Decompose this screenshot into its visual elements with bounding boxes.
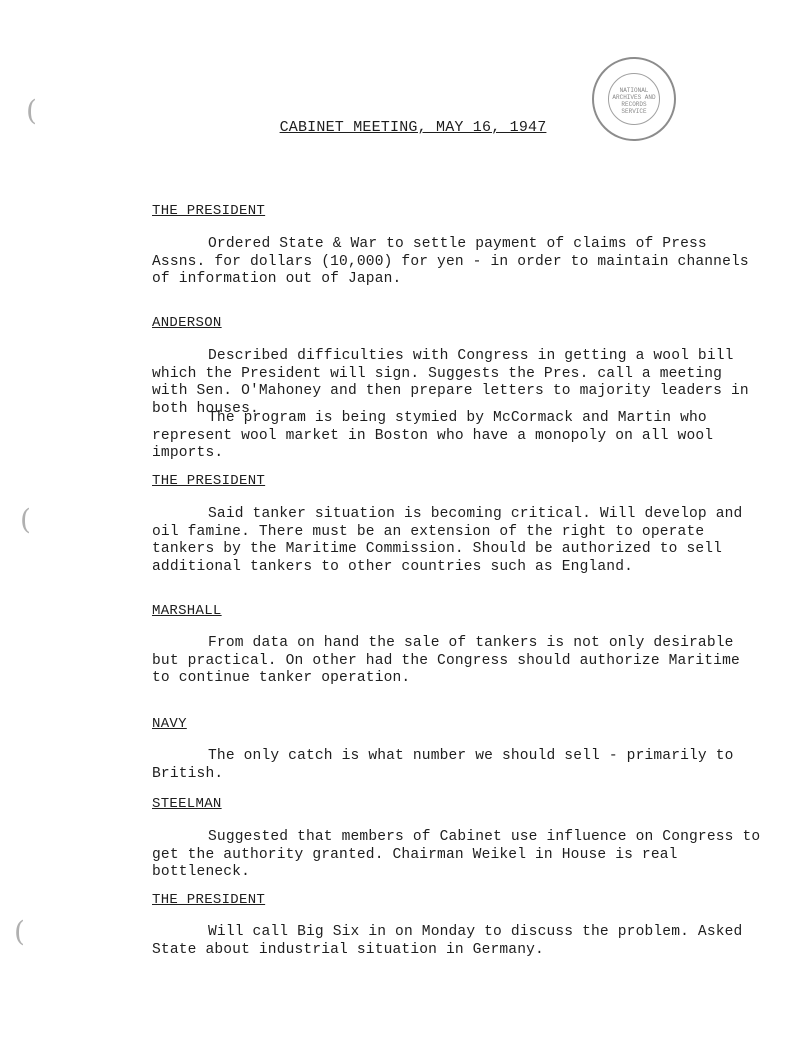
punch-hole-mark: (	[14, 915, 25, 948]
paragraph	[152, 348, 764, 418]
stamp-line: NATIONAL	[619, 87, 649, 94]
stamp-line: SERVICE	[621, 108, 647, 115]
punch-hole-mark: (	[20, 503, 31, 536]
stamp-line: RECORDS	[621, 101, 647, 108]
speaker-heading: THE PRESIDENT	[152, 473, 266, 489]
paragraph-text: The program is being stymied by McCormack and Martin who represent wool market in Boston who have a monopoly on all wool imports.	[152, 410, 723, 462]
speaker-heading: THE PRESIDENT	[152, 892, 266, 908]
archives-stamp-inner	[608, 73, 660, 125]
paragraph-text: Will call Big Six in on Monday to discuss the problem. Asked State about industrial situation in Germany.	[152, 924, 752, 958]
paragraph	[152, 635, 764, 688]
punch-hole-mark: (	[26, 94, 37, 127]
paragraph-text: Described difficulties with Congress in getting a wool bill which the President will sign. Suggests the Pres. call a meeting with Sen. O'Mahoney and then prepare letters to majority leaders in both houses.	[152, 348, 758, 417]
speaker-heading: ANDERSON	[152, 315, 222, 331]
speaker-heading: STEELMAN	[152, 796, 222, 812]
paragraph	[152, 410, 764, 463]
speaker-heading: THE PRESIDENT	[152, 203, 266, 219]
speaker-heading: MARSHALL	[152, 603, 222, 619]
paragraph	[152, 506, 764, 576]
paragraph	[152, 748, 764, 783]
paragraph-text: From data on hand the sale of tankers is not only desirable but practical. On other had the Congress should authorize Maritime to continue tanker operation.	[152, 635, 749, 687]
paragraph	[152, 236, 764, 289]
paragraph-text: Said tanker situation is becoming critical. Will develop and oil famine. There must be an extension of the right to operate tankers by the Maritime Commission. Should be authorized to sell additional tankers to other countries such as England.	[152, 506, 752, 575]
paragraph	[152, 829, 770, 882]
stamp-line: ARCHIVES AND	[612, 94, 656, 101]
paragraph-text: Ordered State & War to settle payment of claims of Press Assns. for dollars (10,000) for yen - in order to maintain channels of information out of Japan.	[152, 236, 758, 288]
speaker-heading: NAVY	[152, 716, 187, 732]
paragraph	[152, 924, 764, 959]
document-title: CABINET MEETING, MAY 16, 1947	[279, 119, 547, 136]
paragraph-text: The only catch is what number we should sell - primarily to British.	[152, 748, 743, 782]
paragraph-text: Suggested that members of Cabinet use influence on Congress to get the authority granted. Chairman Weikel in House is real bottleneck.	[152, 829, 770, 881]
